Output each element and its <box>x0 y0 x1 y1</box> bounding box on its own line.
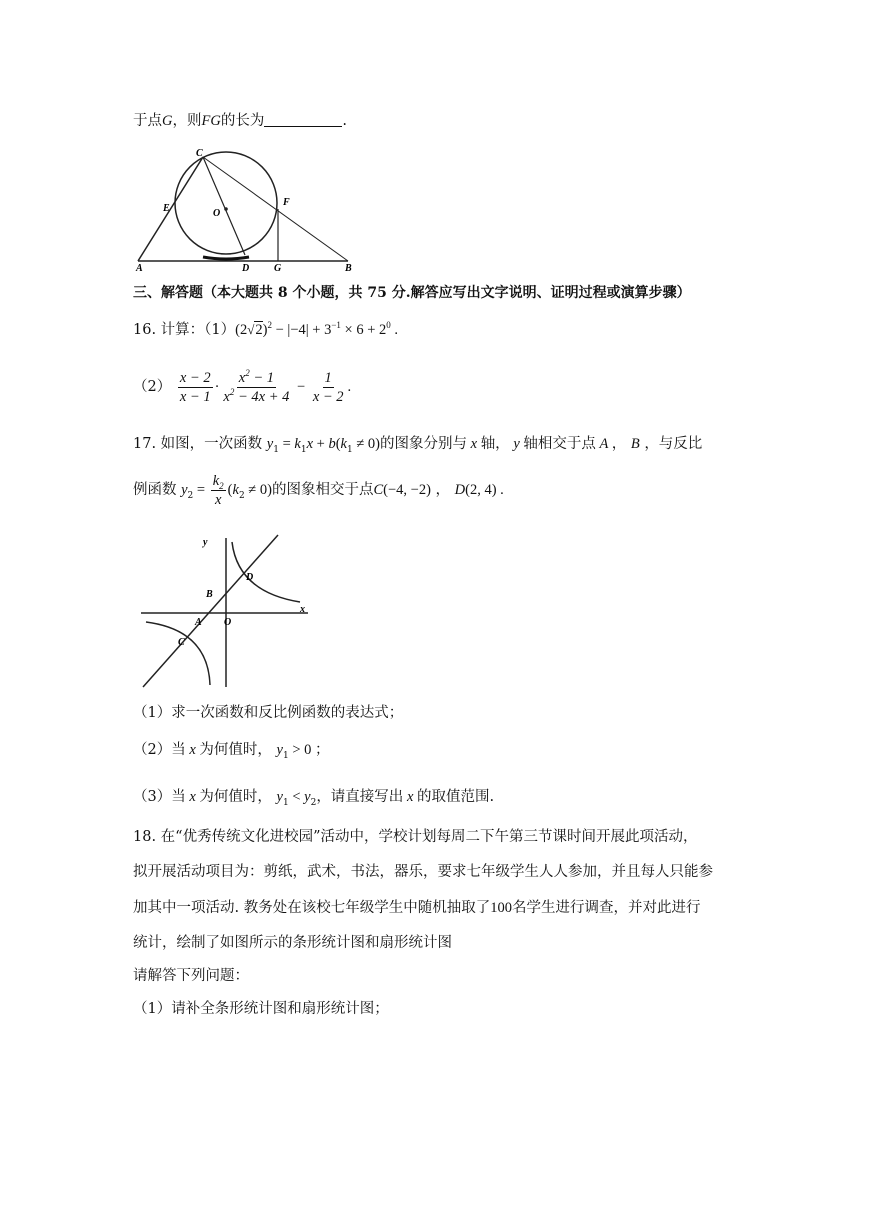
q17-text-e: ，与反比 <box>644 436 703 452</box>
q15-text-pre: 于点 <box>133 113 162 129</box>
q17-text-d: 轴相交于点 <box>523 436 596 452</box>
q17-sub2: （2）当 x 为何值时， $y_1 > 0$ ； <box>133 742 330 761</box>
q17-sub2-b: 为何值时， <box>199 742 272 758</box>
fraction-1: $\frac{x - 2}{x - 1}$ <box>179 369 211 405</box>
q17-text-a: 17. 如图，一次函数 <box>133 436 263 452</box>
q17-sub1: （1）求一次函数和反比例函数的表达式； <box>133 705 404 721</box>
label-f: F <box>283 197 290 208</box>
circle-o <box>175 152 277 254</box>
label-b: B <box>206 589 213 600</box>
label-x: x <box>300 604 305 615</box>
fraction-3: $\frac{1}{x - 2}$ <box>312 369 344 405</box>
label-a: A <box>136 263 143 273</box>
q16-prefix: 16. 计算：（1） <box>133 322 236 338</box>
q18-line1: 18. 在“优秀传统文化进校园”活动中，学校计划每周二下午第三节课时间开展此项活动， <box>133 829 698 845</box>
q17-line1: 17. 如图，一次函数 $y_1 = k_1x + b(k_1 \ne 0)$的图象分别与 x 轴， y 轴相交于点 A ， B ，与反比 <box>133 436 703 455</box>
q17-line2: 例函数 $y_2$ = $\frac{k_2}{x}$ $(k_2 \ne 0)$的图象相交于点C(−4, −2) ， D(2, 4) . <box>133 472 504 508</box>
label-c: C <box>196 148 203 159</box>
q17-text-b: 的图象分别与 <box>380 436 467 452</box>
label-c: C <box>178 637 185 648</box>
q17-sub3-d: 的取值范围. <box>417 789 495 805</box>
q15-tail <box>133 111 347 131</box>
var-g: G <box>162 113 173 129</box>
q18-line3-a: 加其中一项活动. 教务处在该校七年级学生中随机抽取了 <box>133 900 491 916</box>
segment-ac <box>138 157 203 261</box>
function-graph-figure <box>138 530 313 690</box>
fraction-2: $\frac{x^2 - 1}{x^2 - 4x + 4}$ <box>223 367 290 405</box>
q18-line3-b: 名学生进行调查，并对此进行 <box>511 900 701 916</box>
q17-sub3: （3）当 x 为何值时， $y_1 < y_2$，请直接写出 x 的取值范围. <box>133 789 495 808</box>
q17-text-line2a: 例函数 <box>133 482 177 498</box>
section-heading: 三、解答题（本大题共 8 个小题，共 75 分.解答应写出文字说明、证明过程或演算步骤） <box>133 285 691 301</box>
label-b: B <box>345 263 352 273</box>
label-d: D <box>246 572 254 583</box>
label-d: D <box>242 263 250 273</box>
q17-text-c: 轴， <box>480 436 510 452</box>
linear-graph <box>143 535 278 687</box>
label-e: E <box>163 203 170 214</box>
q17-text-line2b: 的图象相交于点 <box>271 482 374 498</box>
q18-line6: （1）请补全条形统计图和扇形统计图； <box>133 1001 389 1017</box>
q17-sub3-c: ，请直接写出 <box>316 789 404 805</box>
hyperbola-branch-2 <box>146 622 210 685</box>
point-o <box>224 207 228 211</box>
q16-part2: （2） $\frac{x - 2}{x - 1}$ · $\frac{x^2 - 1}{x^2 - 4x + 4}$ − $\frac{1}{x - 2}$ . <box>133 367 352 405</box>
q17-sub2-a: （2）当 <box>133 742 186 758</box>
label-o: O <box>213 208 221 219</box>
arc-bottom <box>203 257 249 259</box>
q18-line5: 请解答下列问题： <box>133 968 249 984</box>
q18-line4: 统计，绘制了如图所示的条形统计图和扇形统计图 <box>133 935 452 951</box>
fraction-k2-x: $\frac{k_2}{x}$ <box>212 472 224 508</box>
q17-sub3-a: （3）当 <box>133 789 186 805</box>
q15-text-mid: ，则 <box>172 113 202 129</box>
q16-part1: 16. 计算：$(1)(2√2)^2 - |-4| + 3^{-1} \times 6 + 2^0$ . <box>133 320 399 338</box>
q18-line2: 拟开展活动项目为：剪纸，武术，书法，器乐，要求七年级学生人人参加，并且每人只能参 <box>133 864 713 880</box>
var-fg: FG <box>201 113 221 129</box>
q15-text-post: 的长为 <box>220 113 265 129</box>
q18-number-100: 100 <box>490 900 512 916</box>
q16-part2-label: （2） <box>133 379 172 395</box>
label-y: y <box>203 537 208 548</box>
q15-period: . <box>342 113 347 129</box>
q17-sub3-b: 为何值时， <box>199 789 272 805</box>
q18-line3 <box>133 898 700 918</box>
label-a: A <box>195 617 202 628</box>
label-g: G <box>274 263 282 273</box>
hyperbola-branch-1 <box>232 542 300 602</box>
label-o: O <box>224 617 232 628</box>
geometry-figure-circle <box>133 143 363 273</box>
answer-blank[interactable] <box>264 112 342 127</box>
